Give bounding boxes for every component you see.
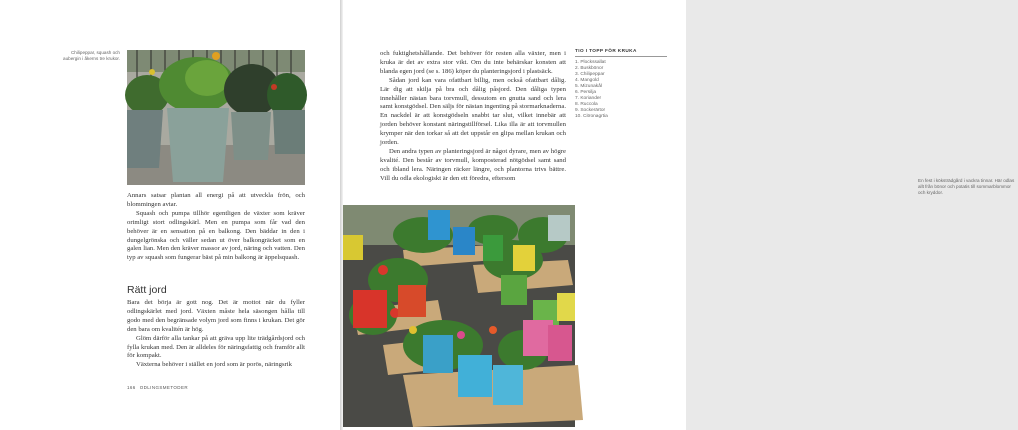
list-item: 6. Persilja — [575, 90, 597, 96]
paragraph: Växterna behöver i stället en jord som är porös, näringsrik — [136, 361, 292, 369]
list-item: 4. Mangold — [575, 78, 599, 84]
list-item: 2. Buskbönor — [575, 66, 604, 72]
list-item: 10. Citronagrtia — [575, 114, 608, 120]
sidebar-title: TIO I TOPP FÖR KRUKA — [575, 48, 667, 57]
paragraph: Annars satsar plantan all energi på att utveckla frön, och blommingen avtar. — [127, 192, 305, 208]
section-text — [127, 299, 305, 370]
list-item: 3. Chilipeppar — [575, 72, 605, 78]
body-text — [380, 50, 566, 184]
list-item: 9. Sockerärtor — [575, 108, 606, 114]
photo-caption: Chilipeppar, squash och aubergin i åkerns tre krukor. — [63, 50, 120, 62]
left-page — [0, 0, 340, 430]
top-ten-sidebar — [575, 48, 667, 120]
list-item: 1. Plockssallat — [575, 60, 606, 65]
page-number: 166 — [127, 385, 136, 390]
paragraph: Glöm därför alla tankar på att gräva upp lite trädgårdsjord och fylla krukan med. Den är alldeles för näringsfattig och framför allt för kompakt. — [127, 334, 305, 360]
paragraph: Squash och pumpa tillhör egentligen de växter som kräver orimligt stort odlingskärl. Men en pumpa som får vad den behöver är en sensation på en balkong. Den bäddar in den i dungelgrönska och väller sedan ut över balkongräcket som en galen lian. Men den kräver massor av jord, näring och vatten. Den typ av squash som fungerar bäst på min balkong är äppelsquash. — [127, 209, 305, 262]
photo-caption: En fest i köksträdgård i vackra tinnar. Här odlas allt från bönor och potatis till sommarblommor och kryddor. — [918, 178, 1015, 196]
folio — [127, 385, 192, 390]
running-section: ODLINGSMETODER — [139, 385, 188, 390]
pots-photo — [127, 50, 305, 185]
list-item: 7. Koriander — [575, 96, 602, 102]
top-ten-list — [575, 60, 667, 120]
paragraph: Bara det börja är gott nog. Det är mottot när du fyller odlingskärlet med jord. Växten måste hela säsongen hålla till godo med den begränsade volym jord som finns i krukan. Det gör den bara om kvalitén är hög. — [127, 299, 305, 333]
paragraph: Den andra typen av planteringsjord är något dyrare, men av högre kvalité. Den består av torvmull, komposterad nötgödsel samt sand och ibland lera. Näringen räcker längre, och plantorna trivs bättre. Vill du odla ekologiskt är den ett föredra, eftersom — [380, 147, 566, 182]
list-item: 5. Mizunakål — [575, 84, 602, 90]
section-heading: Rätt jord — [127, 284, 167, 296]
list-item: 8. Ruccola — [575, 102, 598, 108]
paragraph: Sådan jord kan vara ofattbart billig, men också ofattbart dålig. Lär dig att skilja på bra och dålig påsjord. Den dåliga typen innehåller nästan bara torvmull, dessutom en gnutta sand och lera samt konstgödsel. Den säljs för nästan ingenting på stormarknaderna. En nackdel är att konstgödseln snabbt tar slut, vilket innebär att jorden behöver konstant näringstillförsel. Lika illa är att torvmullen krymper när den torkar så att det uppstår en glipa mellan krukan och jorden. — [380, 76, 566, 147]
intro-text — [127, 192, 305, 263]
paragraph: och fuktighetshållande. Det behöver för resten alla växter, men i kruka är det av extra stor vikt. Om du inte behärskar konsten att blanda egen jord (se s. 186) köper du planteringsjord i plastsäck. — [380, 50, 566, 75]
garden-photo — [343, 205, 575, 427]
